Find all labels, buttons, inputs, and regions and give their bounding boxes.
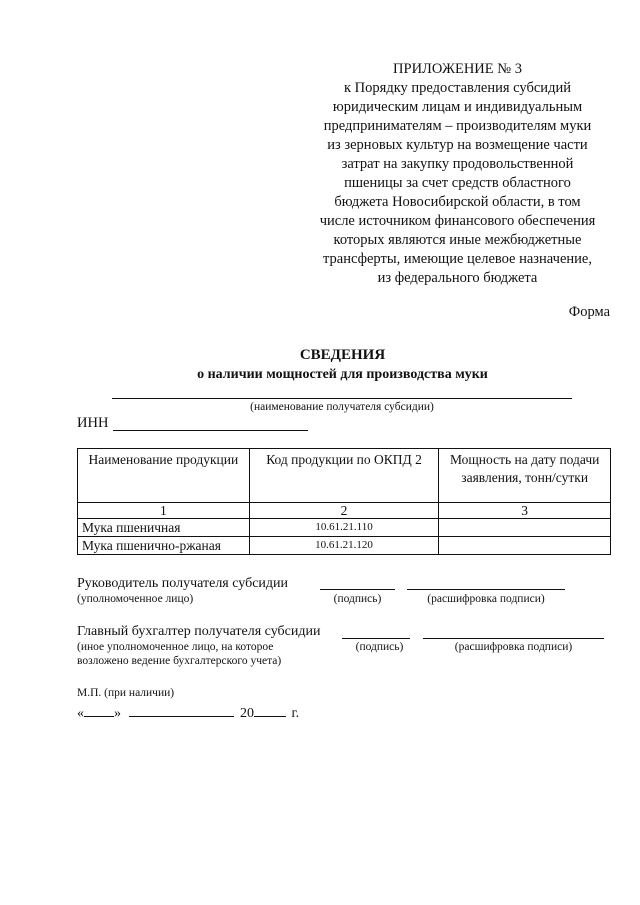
inn-field[interactable] <box>113 430 308 431</box>
appendix-title: ПРИЛОЖЕНИЕ № 3 <box>393 61 522 77</box>
table-row <box>78 537 611 555</box>
accountant-decode-field[interactable] <box>423 638 604 639</box>
appendix-line: затрат на закупку продовольственной <box>341 156 574 172</box>
date-year-field[interactable] <box>254 704 286 717</box>
head-sub-label: (уполномоченное лицо) <box>77 593 194 605</box>
form-label: Форма <box>568 304 610 320</box>
column-number: 3 <box>439 503 611 519</box>
accountant-label: Главный бухгалтер получателя субсидии <box>77 624 321 639</box>
column-number: 1 <box>78 503 250 519</box>
date-year-prefix: 20 <box>240 706 254 721</box>
accountant-sub-line1: (иное уполномоченное лицо, на которое <box>77 641 274 653</box>
appendix-line: из федерального бюджета <box>377 270 538 286</box>
header-product-name: Наименование продукции <box>78 449 250 503</box>
capacity-table <box>77 448 611 555</box>
appendix-line: предпринимателям – производителям муки <box>323 118 592 134</box>
table-header-row <box>78 449 611 503</box>
head-decode-field[interactable] <box>407 589 565 590</box>
head-signature-field[interactable] <box>320 589 395 590</box>
appendix-line: трансферты, имеющие целевое назначение, <box>323 251 592 267</box>
date-day-field[interactable] <box>84 704 114 717</box>
table-row <box>78 519 611 537</box>
head-decode-hint: (расшифровка подписи) <box>427 593 545 605</box>
appendix-line: из зерновых культур на возмещение части <box>327 137 588 153</box>
document-title: СВЕДЕНИЯ <box>299 347 386 363</box>
column-number: 2 <box>249 503 439 519</box>
appendix-line: пшеницы за счет средств областного <box>344 175 571 191</box>
table-column-numbers-row <box>78 503 611 519</box>
date-month-field[interactable] <box>129 704 234 717</box>
product-name-cell: Мука пшеничная <box>78 519 250 537</box>
accountant-signature-field[interactable] <box>342 638 410 639</box>
date-close-quote: » <box>114 706 121 721</box>
date-open-quote: « <box>77 706 84 721</box>
okpd-code-cell: 10.61.21.110 <box>249 519 439 537</box>
recipient-name-hint: (наименование получателя субсидии) <box>250 401 434 413</box>
appendix-line: которых являются иные межбюджетные <box>333 232 582 248</box>
capacity-cell[interactable] <box>439 519 611 537</box>
head-signature-hint: (подпись) <box>333 593 382 605</box>
header-capacity: Мощность на дату подачи заявления, тонн/сутки <box>439 449 611 503</box>
recipient-name-field[interactable] <box>112 398 572 399</box>
appendix-line: к Порядку предоставления субсидий <box>344 80 571 96</box>
appendix-line: числе источником финансового обеспечения <box>319 213 596 229</box>
date-year-suffix: г. <box>291 706 300 721</box>
product-name-cell: Мука пшенично-ржаная <box>78 537 250 555</box>
appendix-block <box>300 60 615 288</box>
accountant-signature-hint: (подпись) <box>355 641 404 653</box>
header-okpd-code: Код продукции по ОКПД 2 <box>249 449 439 503</box>
document-subtitle: о наличии мощностей для производства муки <box>197 367 488 382</box>
inn-label: ИНН <box>77 415 109 431</box>
head-label: Руководитель получателя субсидии <box>77 576 289 591</box>
accountant-decode-hint: (расшифровка подписи) <box>454 641 573 653</box>
okpd-code-cell: 10.61.21.120 <box>249 537 439 555</box>
capacity-cell[interactable] <box>439 537 611 555</box>
appendix-text <box>300 79 615 288</box>
date-line <box>77 704 299 722</box>
appendix-line: бюджета Новосибирской области, в том <box>334 194 581 210</box>
accountant-sub-line2: возложено ведение бухгалтерского учета) <box>77 655 282 667</box>
stamp-label: М.П. (при наличии) <box>77 687 175 699</box>
appendix-line: юридическим лицам и индивидуальным <box>332 99 583 115</box>
